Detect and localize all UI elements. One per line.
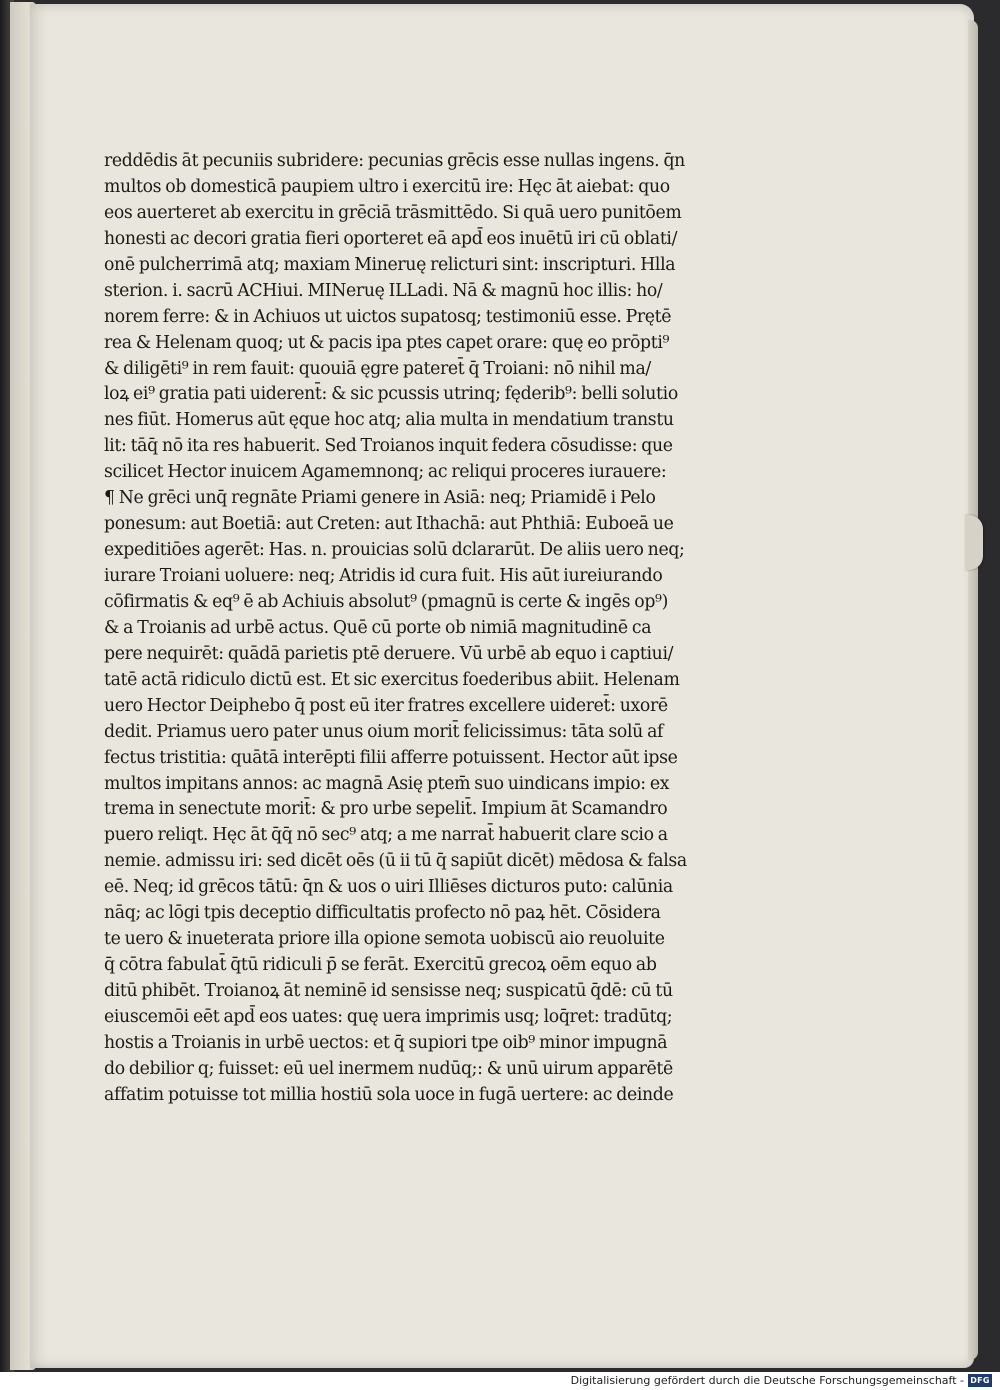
- text-line: do debilior q; fuisset: eū uel inermem nudūq;: & unū uirum apparētē: [104, 1058, 673, 1079]
- text-line: dedit. Priamus uero pater unus oium morit̄ felicissimus: tāta solū af: [104, 721, 664, 742]
- text-line: multos ob domesticā paupiem ultro i exercitū ire: Hęc āt aiebat: quo: [104, 176, 670, 197]
- text-line: tatē actā ridiculo dictū est. Et sic exercitus foederibus abiit. Helenam: [104, 669, 680, 690]
- text-line: scilicet Hector inuicem Agamemnonq; ac reliqui proceres iurauere:: [104, 462, 667, 483]
- text-line: nāq; ac lōgi tpis deceptio difficultatis profecto nō paꝝ hēt. Cōsidera: [104, 903, 661, 924]
- text-line: eiuscemōi eēt apd̄ eos uates: quę uera imprimis usq; loq̄ret: tradūtq;: [104, 1006, 673, 1027]
- text-line: puero reliqt. Hęc āt q̄q̄ nō sec⁹ atq; a me narrat̄ habuerit clare scio a: [104, 825, 668, 846]
- text-line: ¶ Ne grēci unq̄ regnāte Priami genere in Asiā: neq; Priamidē i Pelo: [104, 488, 656, 509]
- text-line: eē. Neq; id grēcos tātū: q̄n & uos o uiri Illiēses dicturos puto: calūnia: [104, 877, 673, 898]
- text-line: expeditiōes agerēt: Has. n. prouicias solū dclararūt. De aliis uero neq;: [104, 540, 685, 561]
- text-line: eos auerteret ab exercitu in grēciā trāsmittēdo. Si quā uero punitōem: [104, 202, 682, 223]
- text-line: rea & Helenam quoq; ut & pacis ipa ptes capet orare: quę eo prōpti⁹: [104, 332, 670, 353]
- dfg-logo: DFG: [968, 1374, 992, 1387]
- text-line: trema in senectute morit̄: & pro urbe sepelit̄. Impium āt Scamandro: [104, 799, 668, 820]
- text-line: loꝝ ei⁹ gratia pati uiderent̄: & sic pcussis utrinq; fęderib⁹: belli solutio: [104, 384, 678, 405]
- text-line: nes fiūt. Homerus aūt ęque hoc atq; alia multa in mendatium transtu: [104, 410, 674, 431]
- text-line: iurare Troiani uoluere: neq; Atridis id cura fuit. His aūt iureiurando: [104, 566, 663, 586]
- text-line: pere nequirēt: quādā parietis ptē deruere. Vū urbē ab equo i captiui/: [104, 643, 674, 664]
- text-line: & diligēti⁹ in rem fauit: quouiā ęgre pateret̄ q̄ Troiani: nō nihil ma/: [104, 358, 651, 379]
- text-line: norem ferre: & in Achiuos ut uictos supatosq; testimoniū esse. Prętē: [104, 306, 672, 327]
- text-line: affatim potuisse tot millia hostiū sola uoce in fugā uertere: ac deinde: [104, 1084, 674, 1105]
- text-line: nemie. admissu iri: sed dicēt oēs (ū ii tū q̄ sapiūt dicēt) mēdosa & falsa: [104, 851, 687, 872]
- page-right-edge: [968, 20, 978, 1360]
- incunable-text-block: [104, 149, 724, 1109]
- text-line: sterion. i. sacrū ACHiui. MINeruę ILLadi. Nā & magnū hoc illis: ho/: [104, 280, 663, 301]
- text-line: ponesum: aut Boetiā: aut Creten: aut Ithachā: aut Phthiā: Euboeā ue: [104, 514, 674, 535]
- text-line: & a Troianis ad urbē actus. Quē cū porte ob nimiā magnitudinē ca: [104, 617, 652, 638]
- text-line: uero Hector Deiphebo q̄ post eū iter fratres excellere uideret̄: uxorē: [104, 695, 668, 716]
- text-line: honesti ac decori gratia fieri oporteret eā apd̄ eos inuētū iri cū oblati/: [104, 228, 678, 249]
- text-line: te uero & inueterata priore illa opione semota uobiscū aio reuoluite: [104, 929, 665, 950]
- text-line: onē pulcherrimā atq; maxiam Mineruę relicturi sint: inscripturi. Hlla: [104, 254, 676, 275]
- text-line: multos impitans annos: ac magnā Asię ptem̄ suo uindicans impio: ex: [104, 773, 670, 794]
- text-line: q̄ cōtra fabulat̄ q̄tū ridiculi p̄ se ferāt. Exercitū grecoꝝ oēm equo ab: [104, 955, 657, 976]
- text-line: ditū phibēt. Troianoꝝ āt neminē id sensisse neq; suspicatū q̄dē: cū tū: [104, 981, 673, 1001]
- page-tab-edge: [965, 515, 983, 570]
- text-line: cōfirmatis & eq⁹ ē ab Achiuis absolut⁹ (pmagnū is certe & ingēs op⁹): [104, 591, 668, 612]
- text-line: reddēdis āt pecuniis subridere: pecunias grēcis esse nullas ingens. q̄n: [104, 151, 685, 171]
- text-line: lit: tāq̄ nō ita res habuerit. Sed Troianos inquit federa cōsudisse: que: [104, 436, 673, 457]
- text-line: hostis a Troianis in urbē uectos: et q̄ supiori tpe oib⁹ minor impugnā: [104, 1032, 668, 1053]
- dfg-credit-text: Digitalisierung gefördert durch die Deutsche Forschungsgemeinschaft -: [570, 1374, 964, 1387]
- text-line: fectus tristitia: quātā interēpti filii afferre potuissent. Hector aūt ipse: [104, 747, 678, 768]
